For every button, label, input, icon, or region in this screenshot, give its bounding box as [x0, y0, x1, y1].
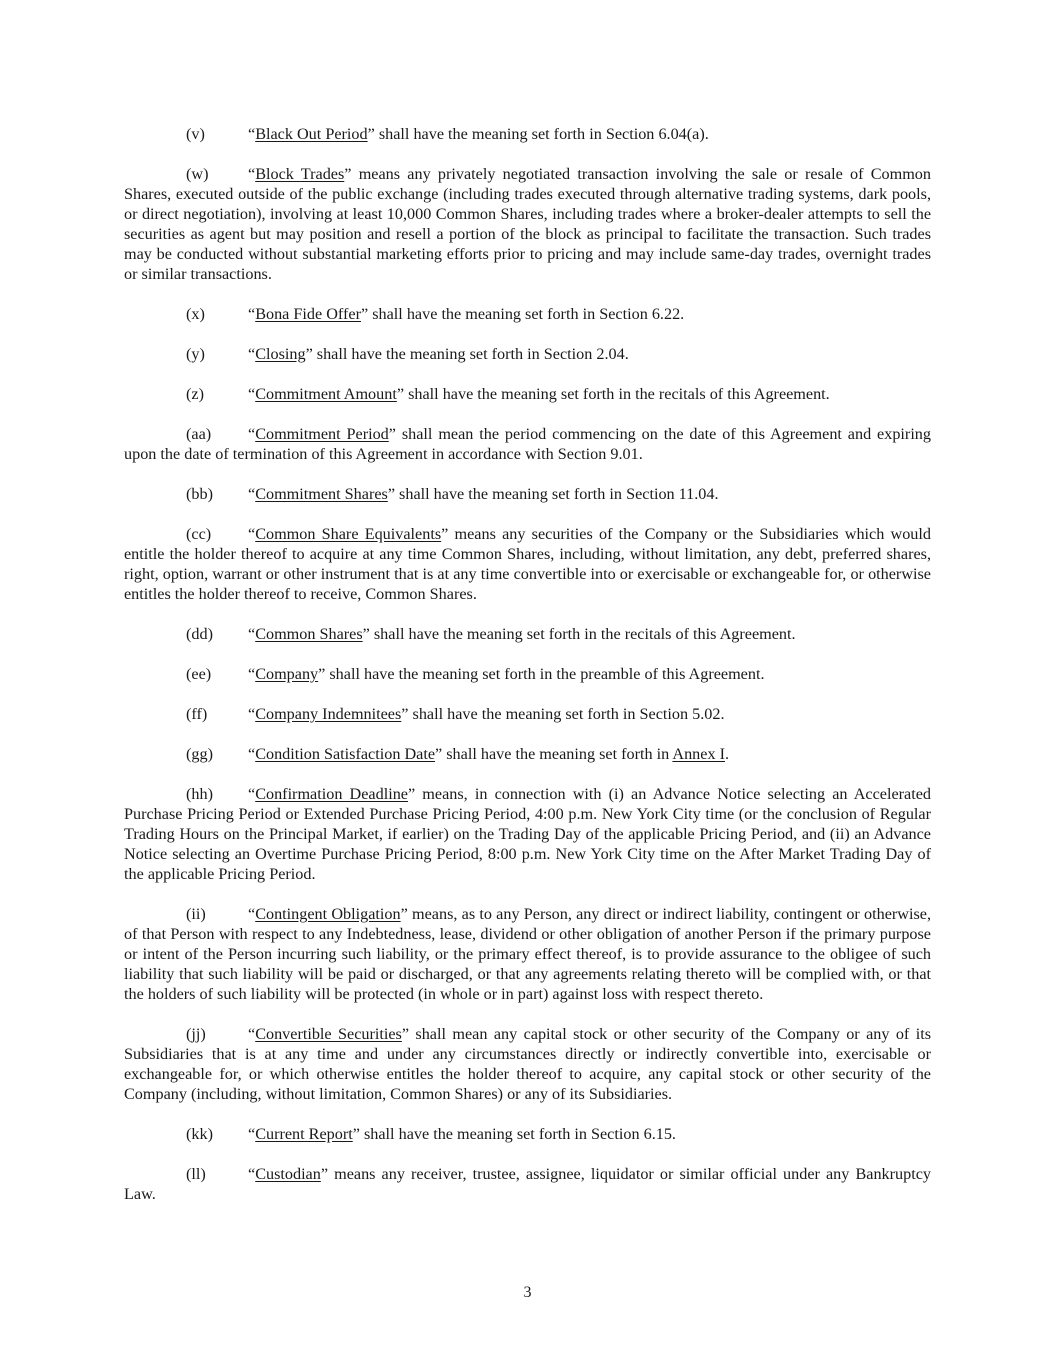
- defined-term: Block Trades: [255, 165, 345, 183]
- definition-paragraph: (kk) “Current Report” shall have the meaning set forth in Section 6.15.: [186, 1125, 676, 1143]
- definition-label: (kk): [186, 1125, 213, 1143]
- defined-term: Condition Satisfaction Date: [255, 745, 436, 763]
- defined-term: Closing: [255, 345, 306, 363]
- definition-label: (gg): [186, 745, 213, 763]
- definition-paragraph: (ff) “Company Indemnitees” shall have the meaning set forth in Section 5.02.: [186, 705, 725, 723]
- definition-label: (v): [186, 125, 205, 143]
- definition-text: ” shall have the meaning set forth in the preamble of this Agreement.: [318, 665, 765, 683]
- definition-paragraph: (ee) “Company” shall have the meaning set forth in the preamble of this Agreement.: [186, 665, 765, 683]
- defined-term: Company: [255, 665, 319, 683]
- definition-paragraph: (w) “Block Trades” means any privately negotiated transaction involving the sale or resale of Common Shares, executed outside of the public exchange (including trades executed through alternative trading systems, dark pools, or direct negotiation), involving at least 10,000 Common Shares, including trades where a broker-dealer attempts to sell the securities as agent but may position and resell a portion of the block as principal to facilitate the transaction. Such trades may be conducted without substantial marketing efforts prior to pricing and may include same-day trades, overnight trades or similar transactions.: [124, 165, 931, 283]
- definition-label: (hh): [186, 785, 213, 803]
- definition-text: ” shall have the meaning set forth in Section 2.04.: [305, 345, 629, 363]
- defined-term: Current Report: [255, 1125, 353, 1143]
- document-page: [124, 124, 931, 1224]
- defined-term: Common Share Equivalents: [255, 525, 442, 543]
- definition-text: ” shall have the meaning set forth in Section 6.04(a).: [367, 125, 709, 143]
- defined-term: Commitment Shares: [255, 485, 388, 503]
- defined-term: Commitment Period: [255, 425, 389, 443]
- definition-text: ” shall have the meaning set forth in: [435, 745, 673, 763]
- definition-text: ” shall have the meaning set forth in Section 11.04.: [387, 485, 719, 503]
- definition-label: (w): [186, 165, 209, 183]
- definition-paragraph: (z) “Commitment Amount” shall have the meaning set forth in the recitals of this Agreement.: [186, 385, 830, 403]
- definition-text: ” shall mean the period commencing on the date of this Agreement and expiring upon the date of termination of this Agreement in accordance with Section 9.01.: [124, 425, 931, 463]
- definition-label: (dd): [186, 625, 213, 643]
- defined-term: Confirmation Deadline: [255, 785, 408, 803]
- definition-text: ” shall have the meaning set forth in the recitals of this Agreement.: [396, 385, 830, 403]
- definition-label: (y): [186, 345, 205, 363]
- definition-label: (aa): [186, 425, 212, 443]
- definition-paragraph: (x) “Bona Fide Offer” shall have the meaning set forth in Section 6.22.: [186, 305, 685, 323]
- defined-term: Contingent Obligation: [255, 905, 401, 923]
- definition-text: ” shall have the meaning set forth in Section 5.02.: [401, 705, 725, 723]
- cross-reference: Annex I: [672, 745, 725, 763]
- definition-text: ” means, in connection with (i) an Advance Notice selecting an Accelerated Purchase Pricing Period or Extended Purchase Pricing Period, 4:00 p.m. New York City time (or the conclusion of Regular Trading Hours on the Principal Market, if earlier) on the Trading Day of the applicable Pricing Period, and (ii) an Advance Notice selecting an Overtime Purchase Pricing Period, 8:00 p.m. New York City time on the After Market Trading Day of the applicable Pricing Period.: [124, 785, 931, 883]
- definition-paragraph: (ll) “Custodian” means any receiver, trustee, assignee, liquidator or similar official under any Bankruptcy Law.: [124, 1165, 931, 1203]
- definition-text: ” means any securities of the Company or the Subsidiaries which would entitle the holder thereof to acquire at any time Common Shares, including, without limitation, any debt, preferred shares, right, option, warrant or other instrument that is at any time convertible into or exercisable or exchangeable for, or otherwise entitles the holder thereof to receive, Common Shares.: [124, 525, 931, 603]
- page-number: 3: [523, 1284, 532, 1301]
- definition-paragraph: (cc) “Common Share Equivalents” means any securities of the Company or the Subsidiaries which would entitle the holder thereof to acquire at any time Common Shares, including, without limitation, any debt, preferred shares, right, option, warrant or other instrument that is at any time convertible into or exercisable or exchangeable for, or otherwise entitles the holder thereof to receive, Common Shares.: [124, 525, 931, 603]
- defined-term: Convertible Securities: [255, 1025, 402, 1043]
- defined-term: Common Shares: [255, 625, 363, 643]
- definition-label: (ee): [186, 665, 212, 683]
- definition-text: ” means, as to any Person, any direct or indirect liability, contingent or otherwise, of that Person with respect to any Indebtedness, lease, dividend or other obligation of another Person if the primary purpose or intent of the Person incurring such liability, or the primary effect thereof, is to provide assurance to the obligee of such liability that such liability will be paid or discharged, or that any agreements relating thereto will be complied with, or that the holders of such liability will be protected (in whole or in part) against loss with respect thereto.: [124, 905, 932, 1003]
- defined-term: Commitment Amount: [255, 385, 397, 403]
- definition-paragraph: (gg) “Condition Satisfaction Date” shall have the meaning set forth in Annex I.: [186, 745, 730, 763]
- definition-label: (z): [186, 385, 204, 403]
- definition-paragraph: (v) “Black Out Period” shall have the meaning set forth in Section 6.04(a).: [186, 125, 709, 143]
- definition-label: (ll): [186, 1165, 206, 1183]
- definition-label: (x): [186, 305, 205, 323]
- definition-paragraph: (bb) “Commitment Shares” shall have the meaning set forth in Section 11.04.: [186, 485, 719, 503]
- definition-text: ” means any receiver, trustee, assignee, liquidator or similar official under any Bankruptcy Law.: [124, 1165, 931, 1203]
- definition-text: ” shall mean any capital stock or other security of the Company or any of its Subsidiaries that is at any time and under any circumstances directly or indirectly convertible into, exercisable or exchangeable for, or which otherwise entitles the holder thereof to acquire, any capital stock or other security of the Company (including, without limitation, Common Shares) or any of its Subsidiaries.: [124, 1025, 931, 1103]
- definition-paragraph: (hh) “Confirmation Deadline” means, in connection with (i) an Advance Notice selecting an Accelerated Purchase Pricing Period or Extended Purchase Pricing Period, 4:00 p.m. New York City time (or the conclusion of Regular Trading Hours on the Principal Market, if earlier) on the Trading Day of the applicable Pricing Period, and (ii) an Advance Notice selecting an Overtime Purchase Pricing Period, 8:00 p.m. New York City time on the After Market Trading Day of the applicable Pricing Period.: [124, 785, 931, 883]
- definition-label: (jj): [186, 1025, 206, 1043]
- definition-label: (bb): [186, 485, 213, 503]
- definition-text: ” shall have the meaning set forth in Section 6.22.: [360, 305, 685, 323]
- definition-label: (ff): [186, 705, 208, 723]
- defined-term: Custodian: [255, 1165, 321, 1183]
- definition-paragraph: (dd) “Common Shares” shall have the meaning set forth in the recitals of this Agreement.: [186, 625, 796, 643]
- definition-text: ” means any privately negotiated transaction involving the sale or resale of Common Shares, executed outside of the public exchange (including trades executed through alternative trading systems, dark pools, or direct negotiation), involving at least 10,000 Common Shares, including trades where a broker-dealer attempts to sell the securities as agent but may position and resell a portion of the block as principal to facilitate the transaction. Such trades may be conducted without substantial marketing efforts prior to pricing and may include same-day trades, overnight trades or similar transactions.: [124, 165, 931, 283]
- definition-text: ” shall have the meaning set forth in Section 6.15.: [352, 1125, 676, 1143]
- definition-paragraph: (ii) “Contingent Obligation” means, as to any Person, any direct or indirect liability, contingent or otherwise, of that Person with respect to any Indebtedness, lease, dividend or other obligation of another Person if the primary purpose or intent of the Person incurring such liability, or the primary effect thereof, is to provide assurance to the obligee of such liability that such liability will be paid or discharged, or that any agreements relating thereto will be complied with, or that the holders of such liability will be protected (in whole or in part) against loss with respect thereto.: [124, 905, 932, 1003]
- definition-label: (ii): [186, 905, 206, 923]
- definition-paragraph: (aa) “Commitment Period” shall mean the period commencing on the date of this Agreement and expiring upon the date of termination of this Agreement in accordance with Section 9.01.: [124, 425, 931, 463]
- definition-label: (cc): [186, 525, 212, 543]
- definition-text: ” shall have the meaning set forth in the recitals of this Agreement.: [362, 625, 796, 643]
- definition-paragraph: (y) “Closing” shall have the meaning set forth in Section 2.04.: [186, 345, 629, 363]
- defined-term: Black Out Period: [255, 125, 368, 143]
- definition-tail: .: [724, 745, 730, 763]
- definition-paragraph: (jj) “Convertible Securities” shall mean any capital stock or other security of the Company or any of its Subsidiaries that is at any time and under any circumstances directly or indirectly convertible into, exercisable or exchangeable for, or which otherwise entitles the holder thereof to acquire, any capital stock or other security of the Company (including, without limitation, Common Shares) or any of its Subsidiaries.: [124, 1025, 931, 1103]
- defined-term: Company Indemnitees: [255, 705, 402, 723]
- defined-term: Bona Fide Offer: [255, 305, 361, 323]
